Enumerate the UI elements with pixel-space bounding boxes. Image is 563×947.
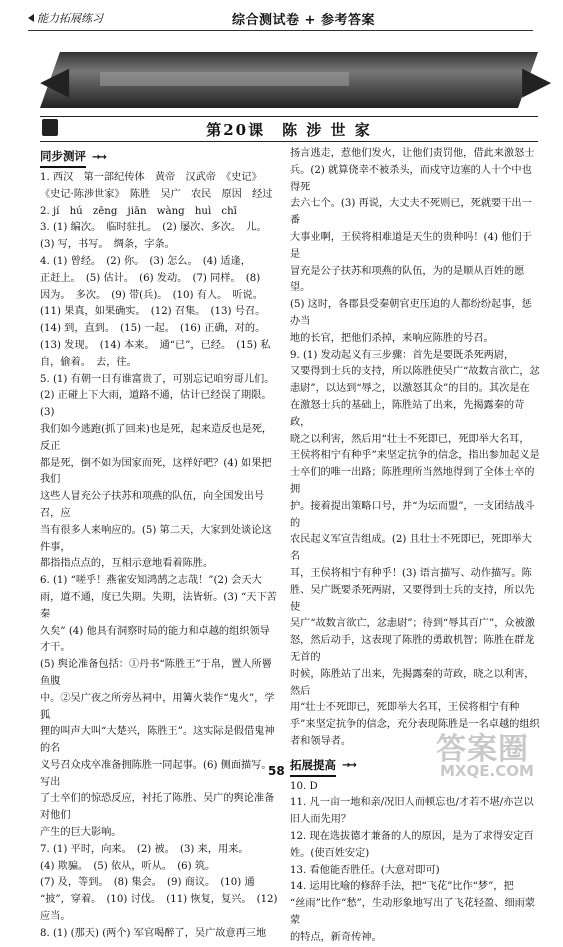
answer-line: 2. jí hú zēng jiān wàng huì chī <box>40 205 237 217</box>
answer-line: 在激怒士兵的基础上，陈胜站了出来，先揭露秦的苛政， <box>290 399 525 428</box>
answer-line: 狸的叫声大叫“大楚兴，陈胜王”。这实际是假借鬼神的名 <box>40 726 275 755</box>
lesson-title-bar <box>40 116 538 142</box>
answer-line: 地的长官，把他们杀掉，来响应陈胜的号召。 <box>290 332 494 344</box>
answer-line: (4) 欺骗。 (5) 依从，听从。 (6) 筑。 <box>40 860 216 872</box>
answer-line: 去六七个。(3) 再说，大丈夫不死则已，死就要干出一番 <box>290 198 532 227</box>
section-sync-title <box>40 148 280 168</box>
decorative-banner <box>40 52 538 108</box>
answer-line: 晓之以利害，然后用“壮士不死即已，死即举大名耳， <box>290 433 530 445</box>
answer-line: 兵。(2) 就算侥幸不被杀头，而戍守边塞的人十个中也得死 <box>290 164 532 193</box>
answer-line: 12. 现在选拔德才兼备的人的原因，是为了求得安定百 <box>290 831 534 843</box>
left-answers <box>40 170 280 943</box>
answer-line: 耳，王侯将相宁有种乎！(3) 语言描写、动作描写。陈 <box>290 567 532 579</box>
answer-line: (11) 果真，如果确实。 (12) 召集。 (13) 号召。 <box>40 306 266 318</box>
answer-line: 9. (1) 发动起义有三步骤：首先是要既杀死两尉， <box>290 349 515 361</box>
answer-line: 护。接着提出策略口号，并“为坛而盟”，一支团结战斗的 <box>290 500 535 529</box>
answer-line: 雨，道不通，度已失期。失期，法皆斩。(3) “天下苦秦 <box>40 591 277 620</box>
answer-line: 《史记·陈涉世家》 陈胜 吴广 农民 原因 经过 <box>40 188 273 200</box>
answer-line: 怒，然后动手，这表现了陈胜的勇敢机智；陈胜在群龙无首的 <box>290 635 535 663</box>
answer-line: 应当。 <box>40 911 71 923</box>
answer-line: 7. (1) 平时，向来。 (2) 被。 (3) 来，用来。 <box>40 843 249 855</box>
double-arrow-icon: →→ <box>92 151 105 163</box>
answer-line: 用“壮士不死即已，死即举大名耳，王侯将相宁有种 <box>290 702 520 714</box>
header-rule <box>28 30 533 31</box>
answer-line: 1. 西汉 第一部纪传体 黄帝 汉武帝 《史记》 <box>40 172 262 183</box>
answer-line: 10. D <box>290 780 318 792</box>
answer-line: 士卒们的唯一出路；陈胜理所当然地得到了全体士卒的拥 <box>290 467 535 495</box>
lock-icon <box>42 119 58 136</box>
answer-line: 义号召众戍卒准备拥陈胜一同起事。(6) 侧面描写。写出 <box>40 759 272 788</box>
answer-line: 者和领导者。 <box>290 735 352 747</box>
answer-line: 3. (1) 编次。 临时驻扎。 (2) 屡次、多次。 儿。 <box>40 222 267 234</box>
answer-line: (5) 这时，各郡县受秦朝官吏压迫的人都纷纷起事，惩办当 <box>290 299 532 327</box>
answer-line: 自，偷着。 去，往。 <box>40 356 137 368</box>
answer-line: 冒充是公子扶苏和项燕的队伍，为的是顺从百姓的愿望。 <box>290 265 525 294</box>
right-column <box>290 146 540 947</box>
answer-line: 都是死，倒不如为国家而死，这样好吧？(4) 如果把我们 <box>40 457 272 486</box>
answer-line: 中。②吴广夜之所旁丛祠中，用篝火装作“鬼火”，学狐 <box>40 692 275 721</box>
answer-line: 又要得到士兵的支持，所以陈胜使吴广“故数言欲亡，忿 <box>290 366 540 378</box>
answer-line: (13) 发现。 (14) 本来。 通“已”，已经。 (15) 私 <box>40 339 271 351</box>
extend-answers <box>290 779 540 947</box>
answer-line: 了士卒们的惊恐反应，衬托了陈胜、吴广的舆论准备对他们 <box>40 793 275 822</box>
answer-line: 这些人冒充公子扶苏和项燕的队伍，向全国发出号召，应 <box>40 491 265 519</box>
watermark-logo: 答案圈 <box>436 732 529 767</box>
lesson-title: 第20课 陈 涉 世 家 <box>206 121 372 139</box>
answer-line: (5) 舆论准备包括：①丹书“陈胜王”于帛，置人所罾鱼腹 <box>40 659 272 687</box>
answer-line: 旧人而先用？ <box>290 814 352 826</box>
header-book-title <box>28 10 103 26</box>
banner-left-arrow-icon: ◀ <box>40 58 70 102</box>
answer-line: 11. 凡一亩一地和亲/况旧人而顿忘也/才若不堪/亦岂以 <box>290 797 534 809</box>
answer-line: “披”，穿着。 (10) 讨伐。 (11) 恢复，复兴。 (12) <box>40 894 278 906</box>
answer-line: 因为。 多次。 (9) 带(兵)。 (10) 有人。 听说。 <box>40 289 263 301</box>
banner-right-arrow-icon: ▶ <box>522 58 552 102</box>
answer-line: (14) 到，直到。 (15) 一起。 (16) 正确，对的。 <box>40 323 266 335</box>
answer-line: 当有很多人来响应的。(5) 第二天，大家到处谈论这件事， <box>40 524 272 553</box>
answer-line: 大事业啊，王侯将相难道是天生的贵种吗！(4) 他们于是 <box>290 231 532 260</box>
answer-line: 扬言逃走，惹他们发火，让他们责罚他，借此来激怒士 <box>290 148 535 159</box>
right-answers <box>290 146 540 751</box>
answer-line: 产生的巨大影响。 <box>40 827 122 839</box>
answer-line: 正赶上。 (5) 估计。 (6) 发动。 (7) 同样。 (8) <box>40 272 261 284</box>
answer-line: 13. 看他能否胜任。(大意对即可) <box>290 864 440 876</box>
answer-line: 都指指点点的，互相示意地看着陈胜。 <box>40 558 214 570</box>
answer-line: 胜、吴广既要杀死两尉，又要得到士兵的支持，所以先使 <box>290 584 535 613</box>
answer-line: 的特点，新奇传神。 <box>290 931 382 943</box>
answer-line: 5. (1) 有朝一日有谁富贵了，可别忘记咱穷哥儿们。 <box>40 373 275 385</box>
answer-line: (2) 正碰上下大雨，道路不通，估计已经误了期限。(3) <box>40 390 272 419</box>
answer-line: “丝雨”比作“愁”，生动形象地写出了飞花轻盈、细雨蒙蒙 <box>290 898 535 927</box>
answer-line: 乎”来坚定抗争的信念，充分表现陈胜是一名卓越的组织 <box>290 719 540 731</box>
answer-line: 久矣” (4) 他具有洞察时局的能力和卓越的组织领导才干。 <box>40 625 270 654</box>
triangle-marker-icon <box>28 14 34 22</box>
answer-line: (3) 写，书写。 绸条，字条。 <box>40 239 175 251</box>
answer-line: 农民起义军宣告组成。(2) 且壮士不死即已，死即举大名 <box>290 534 532 563</box>
answer-line: 8. (1) (那天) (两个) 军官喝醉了，吴广故意再三地 <box>40 927 267 939</box>
section-sync-label: 同步测评 <box>40 148 86 168</box>
left-column <box>40 146 280 943</box>
double-arrow-icon: →→ <box>342 760 355 772</box>
answer-line: 吴广“故数言欲亡，忿恚尉”；待到“辱其百广”，众被激 <box>290 618 535 630</box>
watermark <box>436 724 548 784</box>
answer-line: 恚尉”，以达到“辱之，以激怒其众”的目的。其次是在 <box>290 383 530 395</box>
answer-line: 时候，陈胜站了出来，先揭露秦的苛政，晓之以利害，然后 <box>290 668 535 697</box>
watermark-url: MXQE.COM <box>440 762 534 780</box>
answer-line: 姓。(使百姓安定) <box>290 847 370 859</box>
page-number: 58 <box>268 764 285 778</box>
answer-line: 14. 运用比喻的修辞手法，把“飞花”比作“梦”，把 <box>290 881 514 893</box>
answer-line: (7) 及，等到。 (8) 集会。 (9) 商议。 (10) 通 <box>40 877 255 889</box>
section-extend-label: 拓展提高 <box>290 757 336 777</box>
header-left-text: 能力拓展练习 <box>37 12 103 25</box>
answer-line: 我们如今逃跑(抓了回来)也是死，起来造反也是死，反正 <box>40 423 273 452</box>
answer-line: 6. (1) “嗟乎！燕雀安知鸿鹄之志哉！”(2) 会天大 <box>40 575 262 587</box>
header-section-title: 综合测试卷 + 参考答案 <box>232 13 375 28</box>
answer-line: 4. (1) 曾经。 (2) 你。 (3) 怎么。 (4) 适逢， <box>40 255 251 267</box>
answer-line: 王侯将相宁有种乎”来坚定抗争的信念，指出参加起义是 <box>290 450 540 462</box>
